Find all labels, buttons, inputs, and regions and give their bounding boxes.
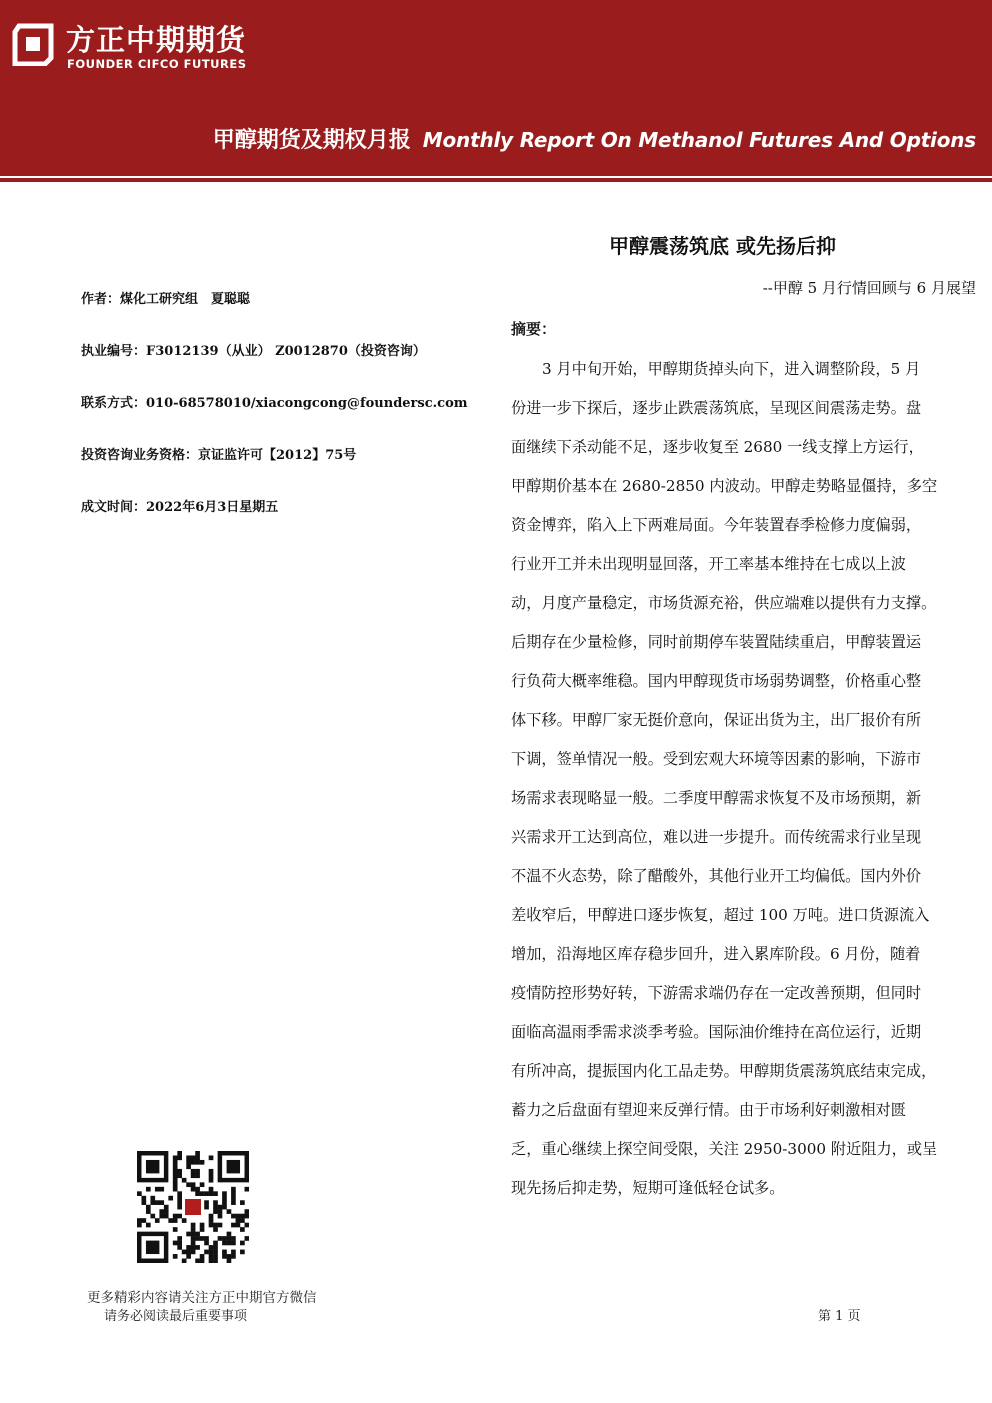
report-title-en: Monthly Report On Methanol Futures And Options	[422, 128, 976, 152]
summary-line: 甲醇期价基本在 2680-2850 内波动。甲醇走势略显僵持，多空	[511, 477, 938, 495]
info-author	[81, 288, 250, 307]
summary-line: 面继续下杀动能不足，逐步收复至 2680 一线支撑上方运行，	[511, 438, 924, 456]
info-license-label: 执业编号：	[81, 344, 147, 359]
summary-line: 后期存在少量检修，同时前期停车装置陆续重启，甲醇装置运	[511, 633, 922, 651]
header-divider	[0, 178, 992, 182]
summary-line: 兴需求开工达到高位，难以进一步提升。而传统需求行业呈现	[511, 828, 922, 846]
info-date-value: 2022年6月3日星期五	[146, 500, 279, 515]
footer-follow-text: 更多精彩内容请关注方正中期官方微信	[87, 1290, 317, 1306]
brand-name-cn: 方正中期期货	[66, 23, 247, 57]
summary-line: 场需求表现略显一般。二季度甲醇需求恢复不及市场预期，新	[511, 789, 922, 807]
info-contact-label: 联系方式：	[81, 396, 147, 411]
summary-body	[511, 350, 979, 1208]
brand-name-en: FOUNDER CIFCO FUTURES	[67, 57, 247, 71]
summary-line: 份进一步下探后，逐步止跌震荡筑底，呈现区间震荡走势。盘	[511, 399, 922, 417]
info-qualification-label: 投资咨询业务资格：	[81, 448, 199, 463]
report-title-cn: 甲醇期货及期权月报	[212, 128, 411, 153]
header-band	[0, 0, 992, 176]
wechat-qr-code[interactable]	[137, 1151, 249, 1263]
footer-notice-text: 请务必阅读最后重要事项	[104, 1309, 248, 1324]
info-date-label: 成文时间：	[81, 500, 147, 515]
summary-line: 下调，签单情况一般。受到宏观大环境等因素的影响，下游市	[511, 750, 922, 768]
summary-line: 蓄力之后盘面有望迎来反弹行情。由于市场利好刺激相对匮	[511, 1101, 906, 1119]
page-number: 第 1 页	[818, 1309, 861, 1324]
info-license	[81, 340, 426, 359]
info-contact-value: 010-68578010/xiacongcong@foundersc.com	[146, 396, 468, 411]
info-license-value: F3012139（从业） Z0012870（投资咨询）	[146, 344, 426, 359]
info-contact	[81, 392, 468, 411]
info-date	[81, 496, 278, 515]
summary-line: 3 月中旬开始，甲醇期货掉头向下，进入调整阶段，5 月	[542, 360, 921, 378]
summary-line: 差收窄后，甲醇进口逐步恢复，超过 100 万吨。进口货源流入	[511, 906, 930, 924]
summary-line: 有所冲高，提振国内化工品走势。甲醇期货震荡筑底结束完成，	[511, 1062, 937, 1080]
summary-line: 面临高温雨季需求淡季考验。国际油价维持在高位运行，近期	[511, 1023, 922, 1041]
summary-line: 疫情防控形势好转，下游需求端仍存在一定改善预期，但同时	[511, 984, 922, 1002]
summary-line: 不温不火态势，除了醋酸外，其他行业开工均偏低。国内外价	[511, 867, 922, 885]
report-title	[213, 123, 976, 154]
summary-line: 动，月度产量稳定，市场货源充裕，供应端难以提供有力支撑。	[511, 594, 937, 612]
summary-label: 摘要：	[511, 320, 557, 338]
summary-line: 资金博弈，陷入上下两难局面。今年装置春季检修力度偏弱，	[511, 516, 922, 534]
summary-line: 体下移。甲醇厂家无挺价意向，保证出货为主，出厂报价有所	[511, 711, 922, 729]
summary-line: 增加，沿海地区库存稳步回升，进入累库阶段。6 月份，随着	[511, 945, 921, 963]
info-author-value: 煤化工研究组 夏聪聪	[120, 292, 251, 307]
summary-line: 行业开工并未出现明显回落，开工率基本维持在七成以上波	[511, 555, 906, 573]
info-author-label: 作者：	[81, 292, 121, 307]
summary-line: 现先扬后抑走势，短期可逢低轻仓试多。	[511, 1179, 785, 1197]
info-qualification-value: 京证监许可【2012】75号	[198, 448, 357, 463]
info-qualification	[81, 444, 356, 463]
summary-line: 乏，重心继续上探空间受限，关注 2950-3000 附近阻力，或呈	[511, 1140, 938, 1158]
headline-title: 甲醇震荡筑底 或先扬后抑	[609, 234, 836, 258]
summary-line: 行负荷大概率维稳。国内甲醇现货市场弱势调整，价格重心整	[511, 672, 922, 690]
headline-subtitle: --甲醇 5 月行情回顾与 6 月展望	[762, 279, 976, 297]
company-logo-icon	[11, 22, 55, 66]
